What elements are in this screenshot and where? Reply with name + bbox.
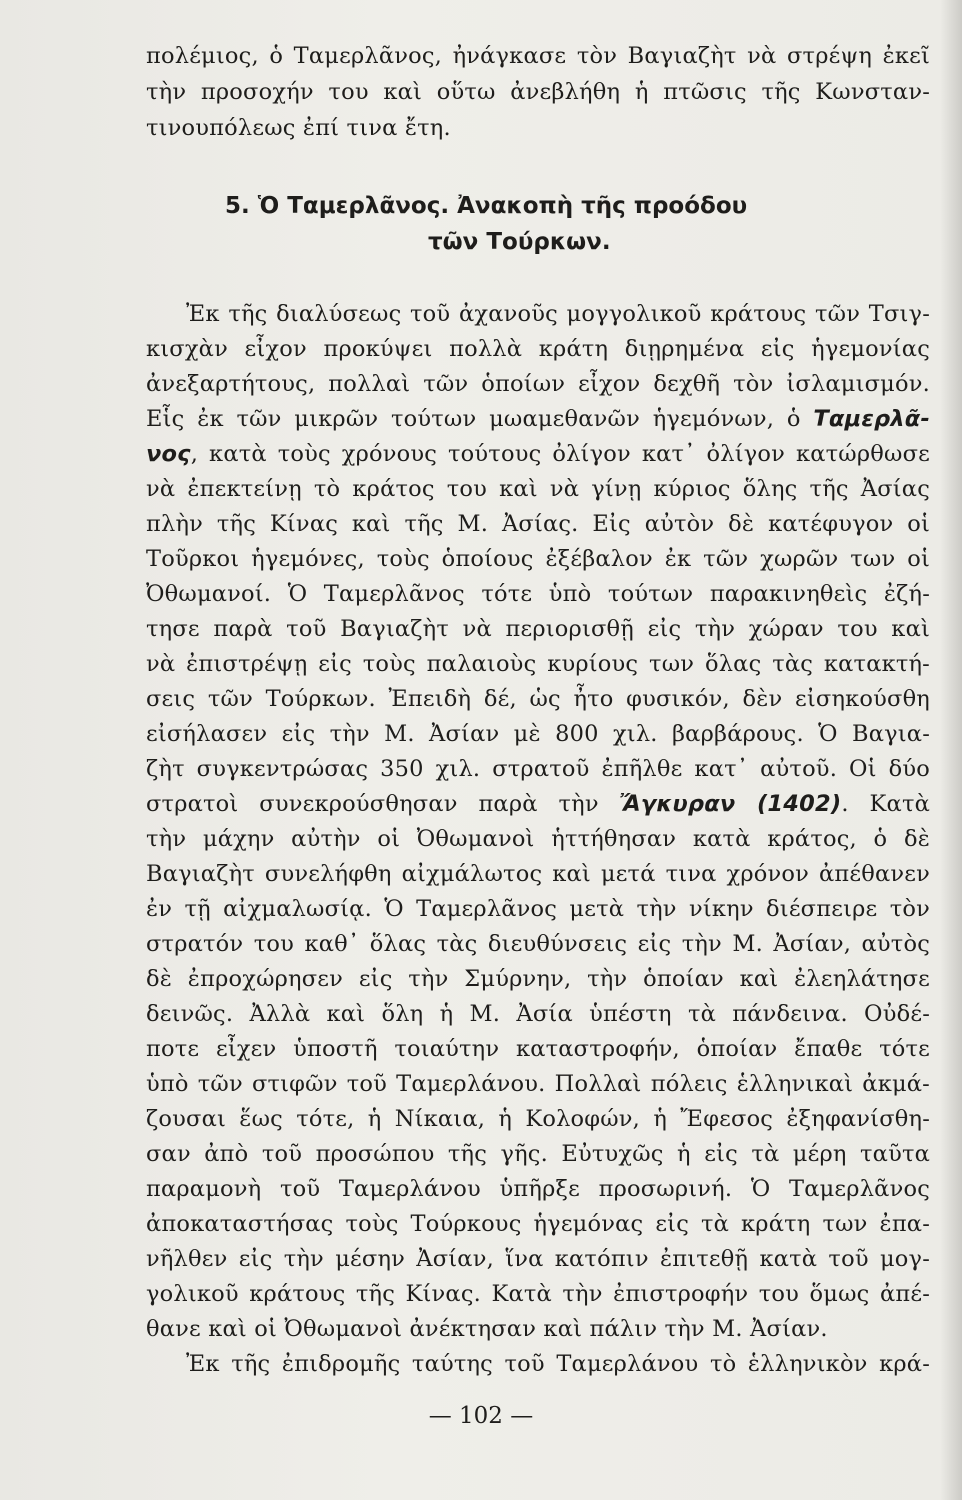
body-line: δὲ ἐπροχώρησεν εἰς τὴν Σμύρνην, τὴν ὁποίαν καὶ ἐλεηλάτησε bbox=[146, 966, 930, 992]
emphasis-ankyra: Ἄγκυραν (1402) bbox=[619, 791, 842, 817]
body-line: ἀποκαταστήσας τοὺς Τούρκους ἡγεμόνας εἰς τὰ κράτη των ἐπα- bbox=[146, 1211, 930, 1237]
body-line: τησε παρὰ τοῦ Βαγιαζὴτ νὰ περιορισθῇ εἰς τὴν χώραν του καὶ bbox=[146, 616, 930, 642]
body-line bbox=[146, 403, 930, 436]
body-line bbox=[146, 788, 930, 821]
body-line: Τοῦρκοι ἡγεμόνες, τοὺς ὁποίους ἐξέβαλον ἐκ τῶν χωρῶν των οἱ bbox=[146, 546, 930, 572]
section-heading-line-1: 5. Ὁ Ταμερλᾶνος. Ἀνακοπὴ τῆς προόδου bbox=[225, 193, 748, 219]
body-line: ἀνεξαρτήτους, πολλαὶ τῶν ὁποίων εἶχον δεχθῆ τὸν ἰσλαμισμόν. bbox=[146, 371, 930, 397]
body-line: νῆλθεν εἰς τὴν μέσην Ἀσίαν, ἵνα κατόπιν ἐπιτεθῇ κατὰ τοῦ μογ- bbox=[146, 1246, 930, 1272]
body-line: πλὴν τῆς Κίνας καὶ τῆς Μ. Ἀσίας. Εἰς αὐτὸν δὲ κατέφυγον οἱ bbox=[146, 511, 930, 537]
spine-shadow bbox=[940, 0, 962, 1500]
body-line: Ἐκ τῆς διαλύσεως τοῦ ἀχανοῦς μογγολικοῦ κράτους τῶν Τσιγ- bbox=[186, 301, 930, 327]
body-line-text: Εἷς ἐκ τῶν μικρῶν τούτων μωαμεθανῶν ἡγεμόνων, ὁ bbox=[146, 406, 814, 432]
emphasis-tamerlanos: Ταμερλᾶ- bbox=[813, 406, 930, 432]
body-line: σαν ἀπὸ τοῦ προσώπου τῆς γῆς. Εὐτυχῶς ἡ εἰς τὰ μέρη ταῦτα bbox=[146, 1141, 930, 1167]
body-line: σεις τῶν Τούρκων. Ἐπειδὴ δέ, ὡς ἦτο φυσικόν, δὲν εἰσηκούσθη bbox=[146, 686, 930, 712]
intro-line-3: τινουπόλεως ἐπί τινα ἔτη. bbox=[146, 115, 451, 141]
intro-line-1: πολέμιος, ὁ Ταμερλᾶνος, ἠνάγκασε τὸν Βαγιαζὴτ νὰ στρέψη ἐκεῖ bbox=[146, 43, 930, 69]
body-line: γολικοῦ κράτους τῆς Κίνας. Κατὰ τὴν ἐπιστροφήν του ὅμως ἀπέ- bbox=[146, 1281, 930, 1307]
body-line: Ἐκ τῆς ἐπιδρομῆς ταύτης τοῦ Ταμερλάνου τὸ ἑλληνικὸν κρά- bbox=[186, 1351, 930, 1377]
body-line-text: , κατὰ τοὺς χρόνους τούτους ὀλίγον κατ᾿ ὀλίγον κατώρθωσε bbox=[190, 441, 930, 467]
body-line: θανε καὶ οἱ Ὀθωμανοὶ ἀνέκτησαν καὶ πάλιν τὴν Μ. Ἀσίαν. bbox=[146, 1316, 828, 1342]
emphasis-tamerlanos-end: νος bbox=[146, 441, 191, 467]
page-number: — 102 — bbox=[428, 1403, 534, 1429]
body-line bbox=[146, 438, 930, 471]
intro-line-2: τὴν προσοχήν του καὶ οὕτω ἀνεβλήθη ἡ πτῶσις τῆς Κωνσταν- bbox=[146, 79, 930, 105]
body-line: Βαγιαζὴτ συνελήφθη αἰχμάλωτος καὶ μετά τινα χρόνον ἀπέθανεν bbox=[146, 861, 930, 887]
body-line-text: στρατοὶ συνεκρούσθησαν παρὰ τὴν bbox=[146, 791, 620, 817]
body-line: στρατόν του καθ᾿ ὅλας τὰς διευθύνσεις εἰς τὴν Μ. Ἀσίαν, αὐτὸς bbox=[146, 931, 930, 957]
body-line: Ὀθωμανοί. Ὁ Ταμερλᾶνος τότε ὑπὸ τούτων παρακινηθεὶς ἐζή- bbox=[146, 581, 930, 607]
section-heading-line-2: τῶν Τούρκων. bbox=[428, 229, 611, 255]
body-line: νὰ ἐπιστρέψῃ εἰς τοὺς παλαιοὺς κυρίους των ὅλας τὰς κατακτή- bbox=[146, 651, 930, 677]
body-line: τὴν μάχην αὐτὴν οἱ Ὀθωμανοὶ ἡττήθησαν κατὰ κράτος, ὁ δὲ bbox=[146, 826, 930, 852]
body-line-text: . Κατὰ bbox=[841, 791, 930, 817]
body-line: ἐν τῇ αἰχμαλωσίᾳ. Ὁ Ταμερλᾶνος μετὰ τὴν νίκην διέσπειρε τὸν bbox=[146, 896, 930, 922]
body-line: κισχὰν εἶχον προκύψει πολλὰ κράτη διῃρημένα εἰς ἡγεμονίας bbox=[146, 336, 930, 362]
body-line: νὰ ἐπεκτείνῃ τὸ κράτος του καὶ νὰ γίνῃ κύριος ὅλης τῆς Ἀσίας bbox=[146, 476, 930, 502]
body-line: παραμονὴ τοῦ Ταμερλάνου ὑπῆρξε προσωρινή. Ὁ Ταμερλᾶνος bbox=[146, 1176, 930, 1202]
body-line: ποτε εἶχεν ὑποστῆ τοιαύτην καταστροφήν, ὁποίαν ἔπαθε τότε bbox=[146, 1036, 930, 1062]
body-line: ὑπὸ τῶν στιφῶν τοῦ Ταμερλάνου. Πολλαὶ πόλεις ἑλληνικαὶ ἀκμά- bbox=[146, 1071, 930, 1097]
body-line: ζουσαι ἕως τότε, ἡ Νίκαια, ἡ Κολοφών, ἡ Ἔφεσος ἐξηφανίσθη- bbox=[146, 1106, 930, 1132]
body-line: ζὴτ συγκεντρώσας 350 χιλ. στρατοῦ ἐπῆλθε κατ᾿ αὐτοῦ. Οἱ δύο bbox=[146, 756, 930, 782]
body-line: εἰσήλασεν εἰς τὴν Μ. Ἀσίαν μὲ 800 χιλ. βαρβάρους. Ὁ Βαγια- bbox=[146, 721, 930, 747]
body-line: δεινῶς. Ἀλλὰ καὶ ὅλη ἡ Μ. Ἀσία ὑπέστη τὰ πάνδεινα. Οὐδέ- bbox=[146, 1001, 930, 1027]
